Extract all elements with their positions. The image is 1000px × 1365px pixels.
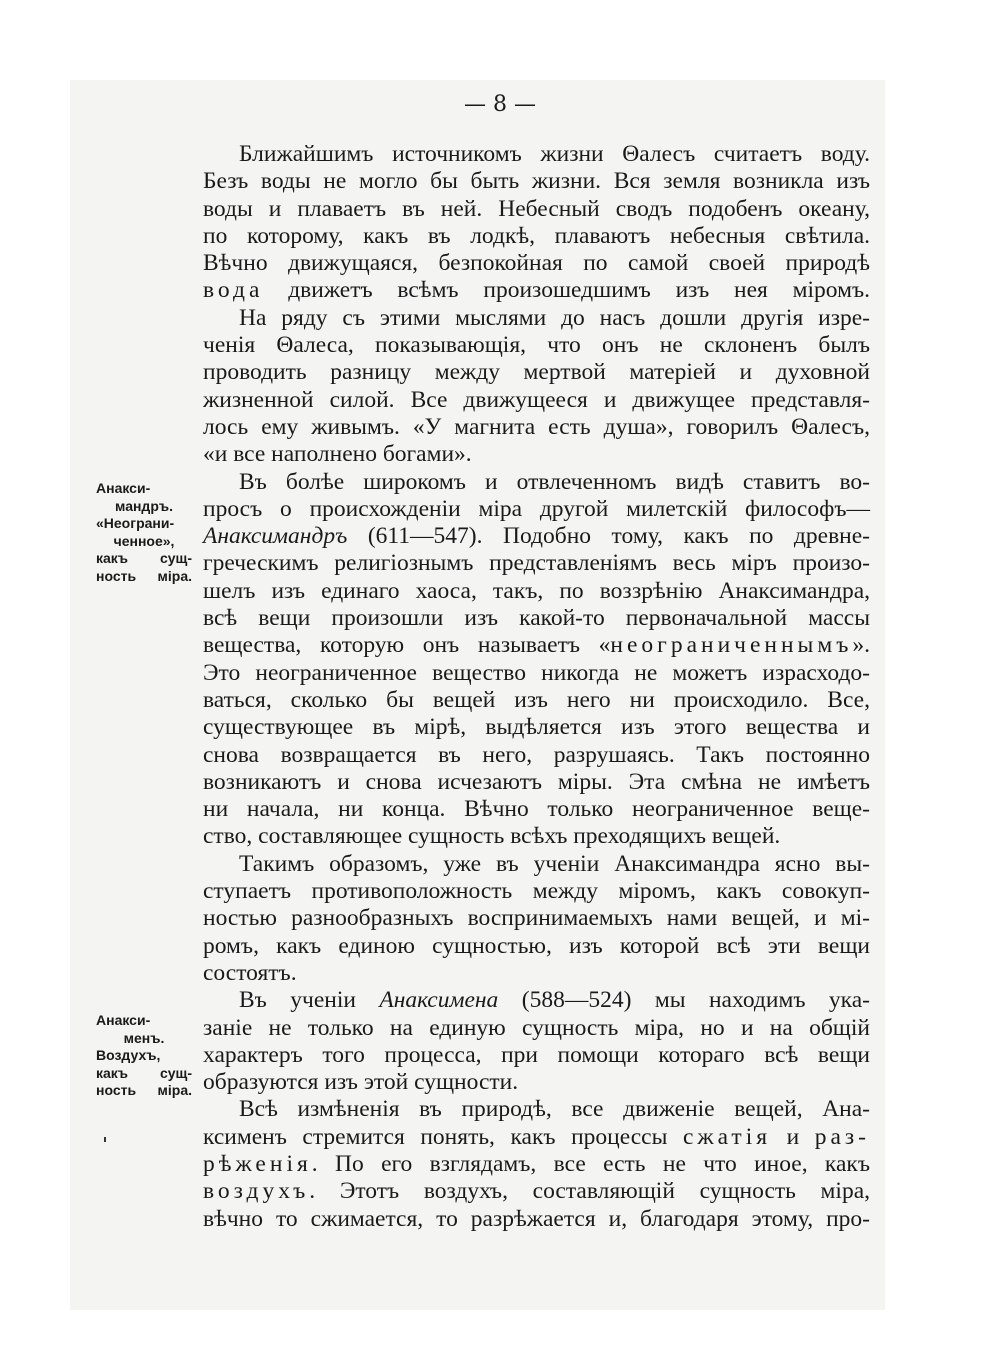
text-line: «и все наполнено богами». [203, 441, 472, 468]
text-segment: (588—524) мы находимъ ука- [498, 987, 870, 1014]
text-segment: и [771, 1123, 815, 1150]
text-line: существующее въ мірѣ, выдѣляется изъ этого вещества и [203, 714, 870, 741]
text-line: ромъ, какъ единою сущностью, изъ которой всѣ эти вещи [203, 932, 870, 959]
text-line: всѣ вещи произошли изъ какой-то первоначальной массы [203, 605, 870, 632]
text-line: Въ болѣе широкомъ и отвлеченномъ видѣ ставитъ во- [239, 468, 870, 495]
text-line: ство, составляющее сущность всѣхъ преходящихъ вещей. [203, 823, 781, 850]
text-line: Вѣчно движущаяся, безпокойная по самой своей природѣ [203, 250, 870, 277]
spaced-word: сжатія [682, 1123, 772, 1150]
text-line: возникаютъ и снова исчезаютъ міры. Эта смѣна не имѣетъ [203, 768, 870, 795]
text-line: Безъ воды не могло бы быть жизни. Вся земля возникла изъ [203, 168, 870, 195]
text-line: ступаетъ противоположность между міромъ, какъ совокуп- [203, 878, 870, 905]
text-segment: . По его взглядамъ, все есть не что иное, какъ [311, 1150, 870, 1177]
spaced-word: воздухъ [203, 1178, 310, 1205]
text-line: ваться, сколько бы вещей изъ него ни происходило. Все, [203, 686, 870, 713]
text-line: ченія Θалеса, показывающія, что онъ не склоненъ былъ [203, 332, 870, 359]
text-segment: вещества, которую онъ называетъ « [203, 632, 611, 659]
text-line [203, 1124, 870, 1151]
text-line: Всѣ измѣненія въ природѣ, все движеніе вещей, Ана- [239, 1096, 870, 1123]
margin-note-anaximander [96, 480, 192, 585]
text-line: греческимъ религіознымъ представленіямъ весь міръ произо- [203, 550, 870, 577]
margin-note-line: Анакси- [96, 1012, 151, 1028]
text-line: воды и плаваетъ въ ней. Небесный сводъ подобенъ океану, [203, 195, 870, 222]
text-segment: . Этотъ воздухъ, составляющій сущность міра, [309, 1178, 870, 1205]
text-line: образуются изъ этой сущности. [203, 1069, 519, 1096]
text-segment: ». [852, 632, 870, 659]
spaced-word: неограниченнымъ [610, 632, 853, 659]
margin-note-line: какъ сущ- [96, 1064, 192, 1081]
text-segment: движетъ всѣмъ произошедшимъ изъ нея міромъ. [263, 277, 870, 304]
text-segment: ксименъ стремится понять, какъ процессы [203, 1123, 683, 1150]
text-line [203, 1151, 870, 1178]
text-segment: Въ ученіи [239, 987, 380, 1014]
text-line: заніе не только на единую сущность міра, но и на общій [203, 1014, 870, 1041]
text-line: жизненной силой. Все движущееся и движущее представля- [203, 386, 870, 413]
text-line: просъ о происхожденіи міра другой милетскій философъ— [203, 495, 870, 522]
text-line: ни начала, ни конца. Вѣчно только неограниченное веще- [203, 796, 870, 823]
text-segment: (611—547). Подобно тому, какъ по древне- [347, 523, 870, 550]
spaced-word: вода [203, 277, 264, 304]
text-line [203, 277, 870, 304]
text-line: вѣчно то сжимается, то разрѣжается и, благодаря этому, про- [203, 1205, 870, 1232]
italic-name: Анаксимандръ [203, 523, 348, 550]
text-line [203, 1178, 870, 1205]
text-line: На ряду съ этими мыслями до насъ дошли другія изре- [239, 304, 870, 331]
text-line [203, 523, 870, 550]
italic-name: Анаксимена [379, 987, 499, 1014]
margin-note-line: ченное», [113, 532, 175, 549]
text-line: снова возвращается въ него, разрушаясь. Такъ постоянно [203, 741, 870, 768]
margin-note-line: ность міра. [96, 567, 192, 584]
text-line [203, 632, 870, 659]
text-line: характеръ того процесса, при помощи котораго всѣ вещи [203, 1041, 870, 1068]
margin-note-line: мандръ. [115, 497, 173, 514]
text-line: ностью разнообразныхъ воспринимаемыхъ нами вещей, и мі- [203, 905, 870, 932]
spaced-word: рѣженія [203, 1150, 312, 1177]
text-line: Такимъ образомъ, уже въ ученіи Анаксимандра ясно вы- [239, 850, 870, 877]
margin-note-line: Воздухъ, [96, 1047, 161, 1063]
margin-note-line: «Неограни- [96, 515, 175, 531]
text-line: Это неограниченное вещество никогда не можетъ израсходо- [203, 659, 870, 686]
margin-note-anaximenes [96, 1012, 192, 1100]
margin-note-line: менъ. [123, 1029, 165, 1046]
text-line: проводить разницу между мертвой матеріей и духовной [203, 359, 870, 386]
body-text [203, 141, 870, 1233]
text-line: состоятъ. [203, 959, 297, 986]
margin-note-line: Анакси- [96, 480, 151, 496]
page-number: — 8 — [464, 92, 536, 117]
text-line: Ближайшимъ источникомъ жизни Θалесъ считаетъ воду. [239, 141, 870, 167]
text-line: шелъ изъ единаго хаоса, такъ, по воззрѣнію Анаксимандра, [203, 577, 870, 604]
text-line: лось ему живымъ. «У магнита есть душа», говорилъ Θалесъ, [203, 413, 870, 440]
margin-note-line: какъ сущ- [96, 550, 192, 566]
text-line: по которому, какъ въ лодкѣ, плаваютъ небесныя свѣтила. [203, 222, 870, 249]
margin-note-line: ность міра. [96, 1082, 192, 1098]
print-speck [104, 1137, 106, 1142]
spaced-word: раз- [814, 1123, 871, 1150]
text-line [203, 987, 870, 1014]
